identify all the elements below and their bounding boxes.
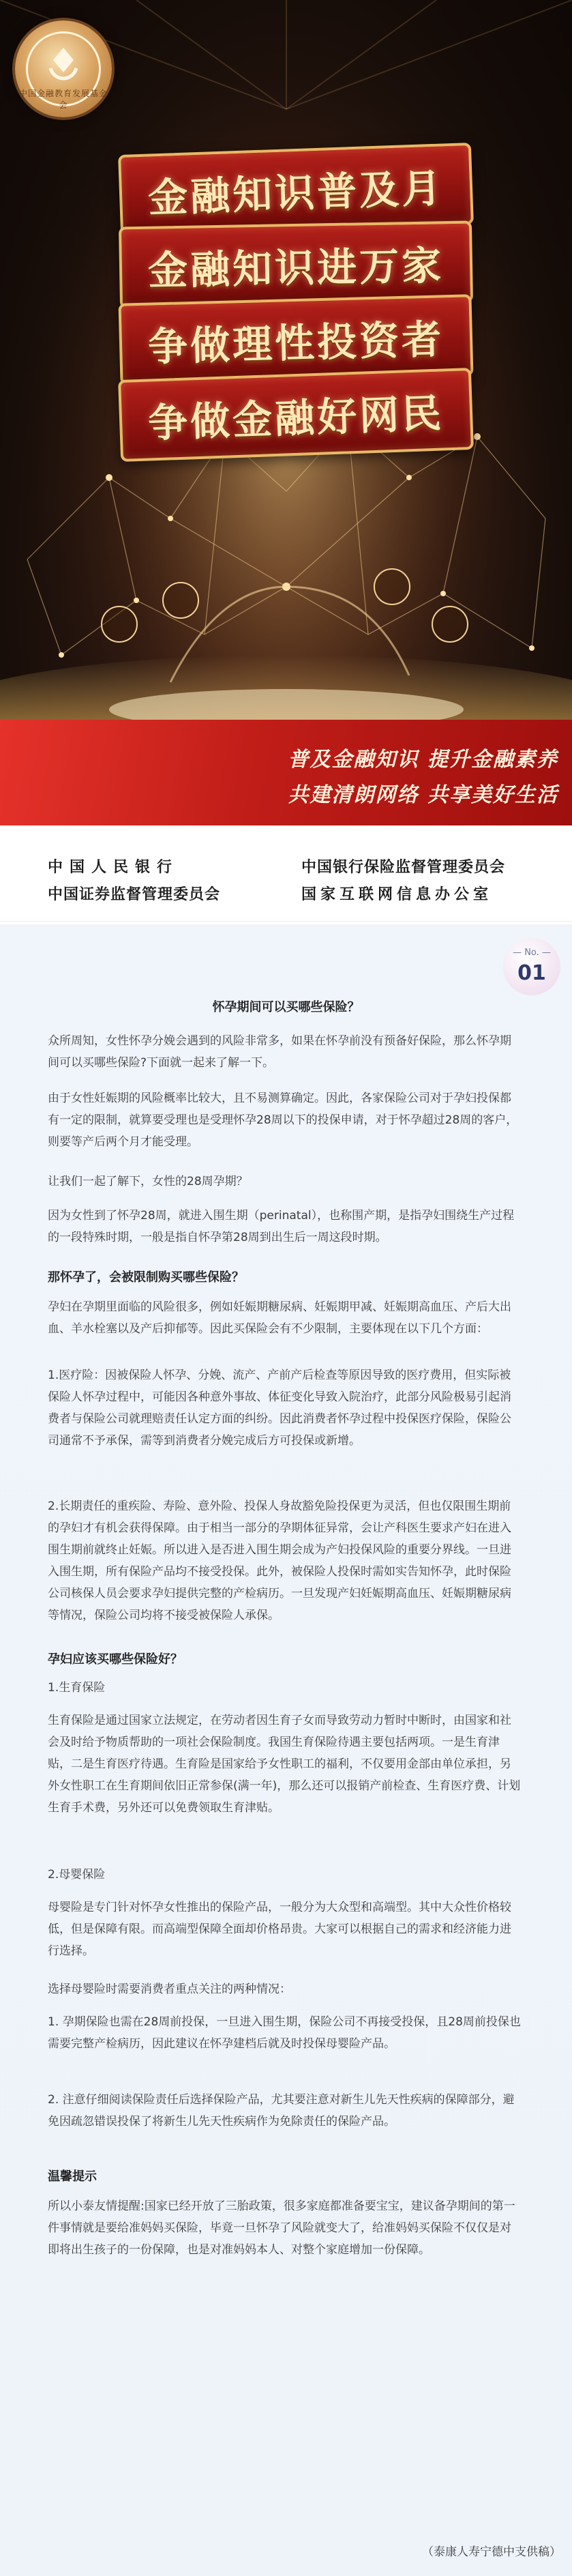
paragraph: 生育保险是通过国家立法规定，在劳动者因生育子女而导致劳动力暂时中断时，由国家和社会及时给予物质帮助的一项社会保险制度。我国生育保险待遇主要包括两项。一是生育津贴，二是生育医疗待遇。生育险是国家给予女性职工的福利，不仅要用金部由单位承担，另外女性职工在生育期间依旧正常参保(满一年)，那么还可以报销产前检查、生育医疗费、计划生育手术费，另外还可以免费领取生育津贴。 [48, 1714, 521, 1815]
paragraph: 众所周知，女性怀孕分娩会遇到的风险非常多，如果在怀孕前没有预备好保险，那么怀孕期间可以买哪些保险?下面就一起来了解一下。 [48, 1034, 511, 1070]
paragraph: 所以小泰友情提醒:国家已经开放了三胎政策，很多家庭都准备要宝宝，建议备孕期间的第一件事情就是要给准妈妈买保险，毕竟一旦怀孕了风险就变大了，给准妈妈买保险不仅仅是对即将出生孩子的一份保障，也是对准妈妈本人、对整个家庭增加一份保障。 [48, 2199, 515, 2257]
paragraph: 2. 注意仔细阅读保险责任后选择保险产品，尤其要注意对新生儿先天性疾病的保障部分，避免因疏忽错误投保了将新生儿先天性疾病作为免除责任的保险产品。 [48, 2093, 515, 2128]
divider [0, 921, 572, 922]
paragraph: 选择母婴险时需要消费者重点关注的两种情况： [48, 1982, 291, 1996]
paragraph: 1. 孕期保险也需在28周前投保，一旦进入围生期，保险公司不再接受投保，且28周前投保也需要完整产检病历，因此建议在怀孕建档后就及时投保母婴险产品。 [48, 2015, 521, 2051]
sponsor-csrc: 中国证券监督管理委员会 [48, 886, 221, 903]
paragraph: 让我们一起了解下，女性的28周孕期？ [48, 1175, 248, 1188]
section-heading: 那怀孕了，会被限制购买哪些保险？ [48, 1270, 244, 1285]
article-title: 怀孕期间可以买哪些保险？ [212, 1000, 360, 1014]
headline-3-text: 争做理性投资者 [147, 316, 445, 370]
logo-text: 中国金融教育发展基金会 [18, 89, 108, 110]
headline-4-text: 争做金融好网民 [147, 390, 445, 447]
slogan-line-2: 共建清朗网络 共享美好生活 [288, 783, 558, 807]
sponsor-cac: 国家互联网信息办公室 [301, 886, 493, 903]
headline-1-text: 金融知识普及月 [147, 164, 445, 222]
issue-label: — No. — [513, 948, 551, 958]
sponsor-cbirc: 中国银行保险监督管理委员会 [301, 859, 506, 876]
sub-heading: 1.生育保险 [48, 1681, 106, 1695]
paragraph: 母婴险是专门针对怀孕女性推出的保险产品，一般分为大众型和高端型。其中大众性价格较低，但是保障有限。而高端型保障全面却价格昂贵。大家可以根据自己的需求和经济能力进行选择。 [48, 1901, 511, 1958]
hero-banner [0, 0, 572, 825]
slogan-line-1: 普及金融知识 提升金融素养 [288, 748, 558, 772]
foundation-logo [15, 20, 112, 117]
headline-4 [118, 368, 474, 462]
paragraph: 由于女性妊娠期的风险概率比较大，且不易测算确定。因此，各家保险公司对于孕妇投保都有一定的限制，就算要受理也是受理怀孕28周以下的投保申请，对于怀孕超过28周的客户，则要等产后两个月才能受理。 [48, 1092, 518, 1149]
paragraph: 因为女性到了怀孕28周，就进入围生期（perinatal），也称围产期，是指孕妇围绕生产过程的一段特殊时期，一般是指自怀孕第28周到出生后一周这段时期。 [48, 1209, 515, 1244]
source-credit: （泰康人寿宁德中支供稿） [422, 2545, 561, 2559]
issue-badge [503, 938, 560, 995]
slogan-bar [0, 720, 572, 825]
section-heading: 温馨提示 [48, 2169, 97, 2184]
paragraph: 2.长期责任的重疾险、寿险、意外险、投保人身故豁免险投保更为灵活，但也仅限围生期前的孕妇才有机会获得保障。由于相当一部分的孕期体征异常，会让产科医生要求产妇在进入围生期前就终止妊娠。所以进入是否进入围生期会成为产妇投保风险的重要分界线。一旦进入围生期，所有保险产品均不接受投保。此外，被保险人投保时需如实告知怀孕，此时保险公司核保人员会要求孕妇提供完整的产检病历。一旦发现产妇妊娠期高血压、妊娠期糖尿病等情况，保险公司均将不接受被保险人承保。 [48, 1499, 511, 1622]
paragraph: 1.医疗险：因被保险人怀孕、分娩、流产、产前产后检查等原因导致的医疗费用，但实际被保险人怀孕过程中，可能因各种意外事故、体征变化导致入院治疗，此部分风险极易引起消费者与保险公司就理赔责任认定方面的纠纷。因此消费者怀孕过程中投保医疗保险，保险公司通常不予承保，需等到消费者分娩完成后方可投保或新增。 [48, 1368, 511, 1448]
section-heading: 孕妇应该买哪些保险好？ [48, 1652, 183, 1667]
headline-2-text: 金融知识进万家 [147, 242, 445, 294]
sub-heading: 2.母婴保险 [48, 1868, 106, 1882]
issue-number: 01 [517, 961, 546, 985]
paragraph: 孕妇在孕期里面临的风险很多，例如妊娠期糖尿病、妊娠期甲减、妊娠期高血压、产后大出血、羊水栓塞以及产后抑郁等。因此买保险会有不少限制，主要体现在以下几个方面： [48, 1300, 511, 1336]
sponsor-pboc: 中国人民银行 [48, 859, 179, 876]
